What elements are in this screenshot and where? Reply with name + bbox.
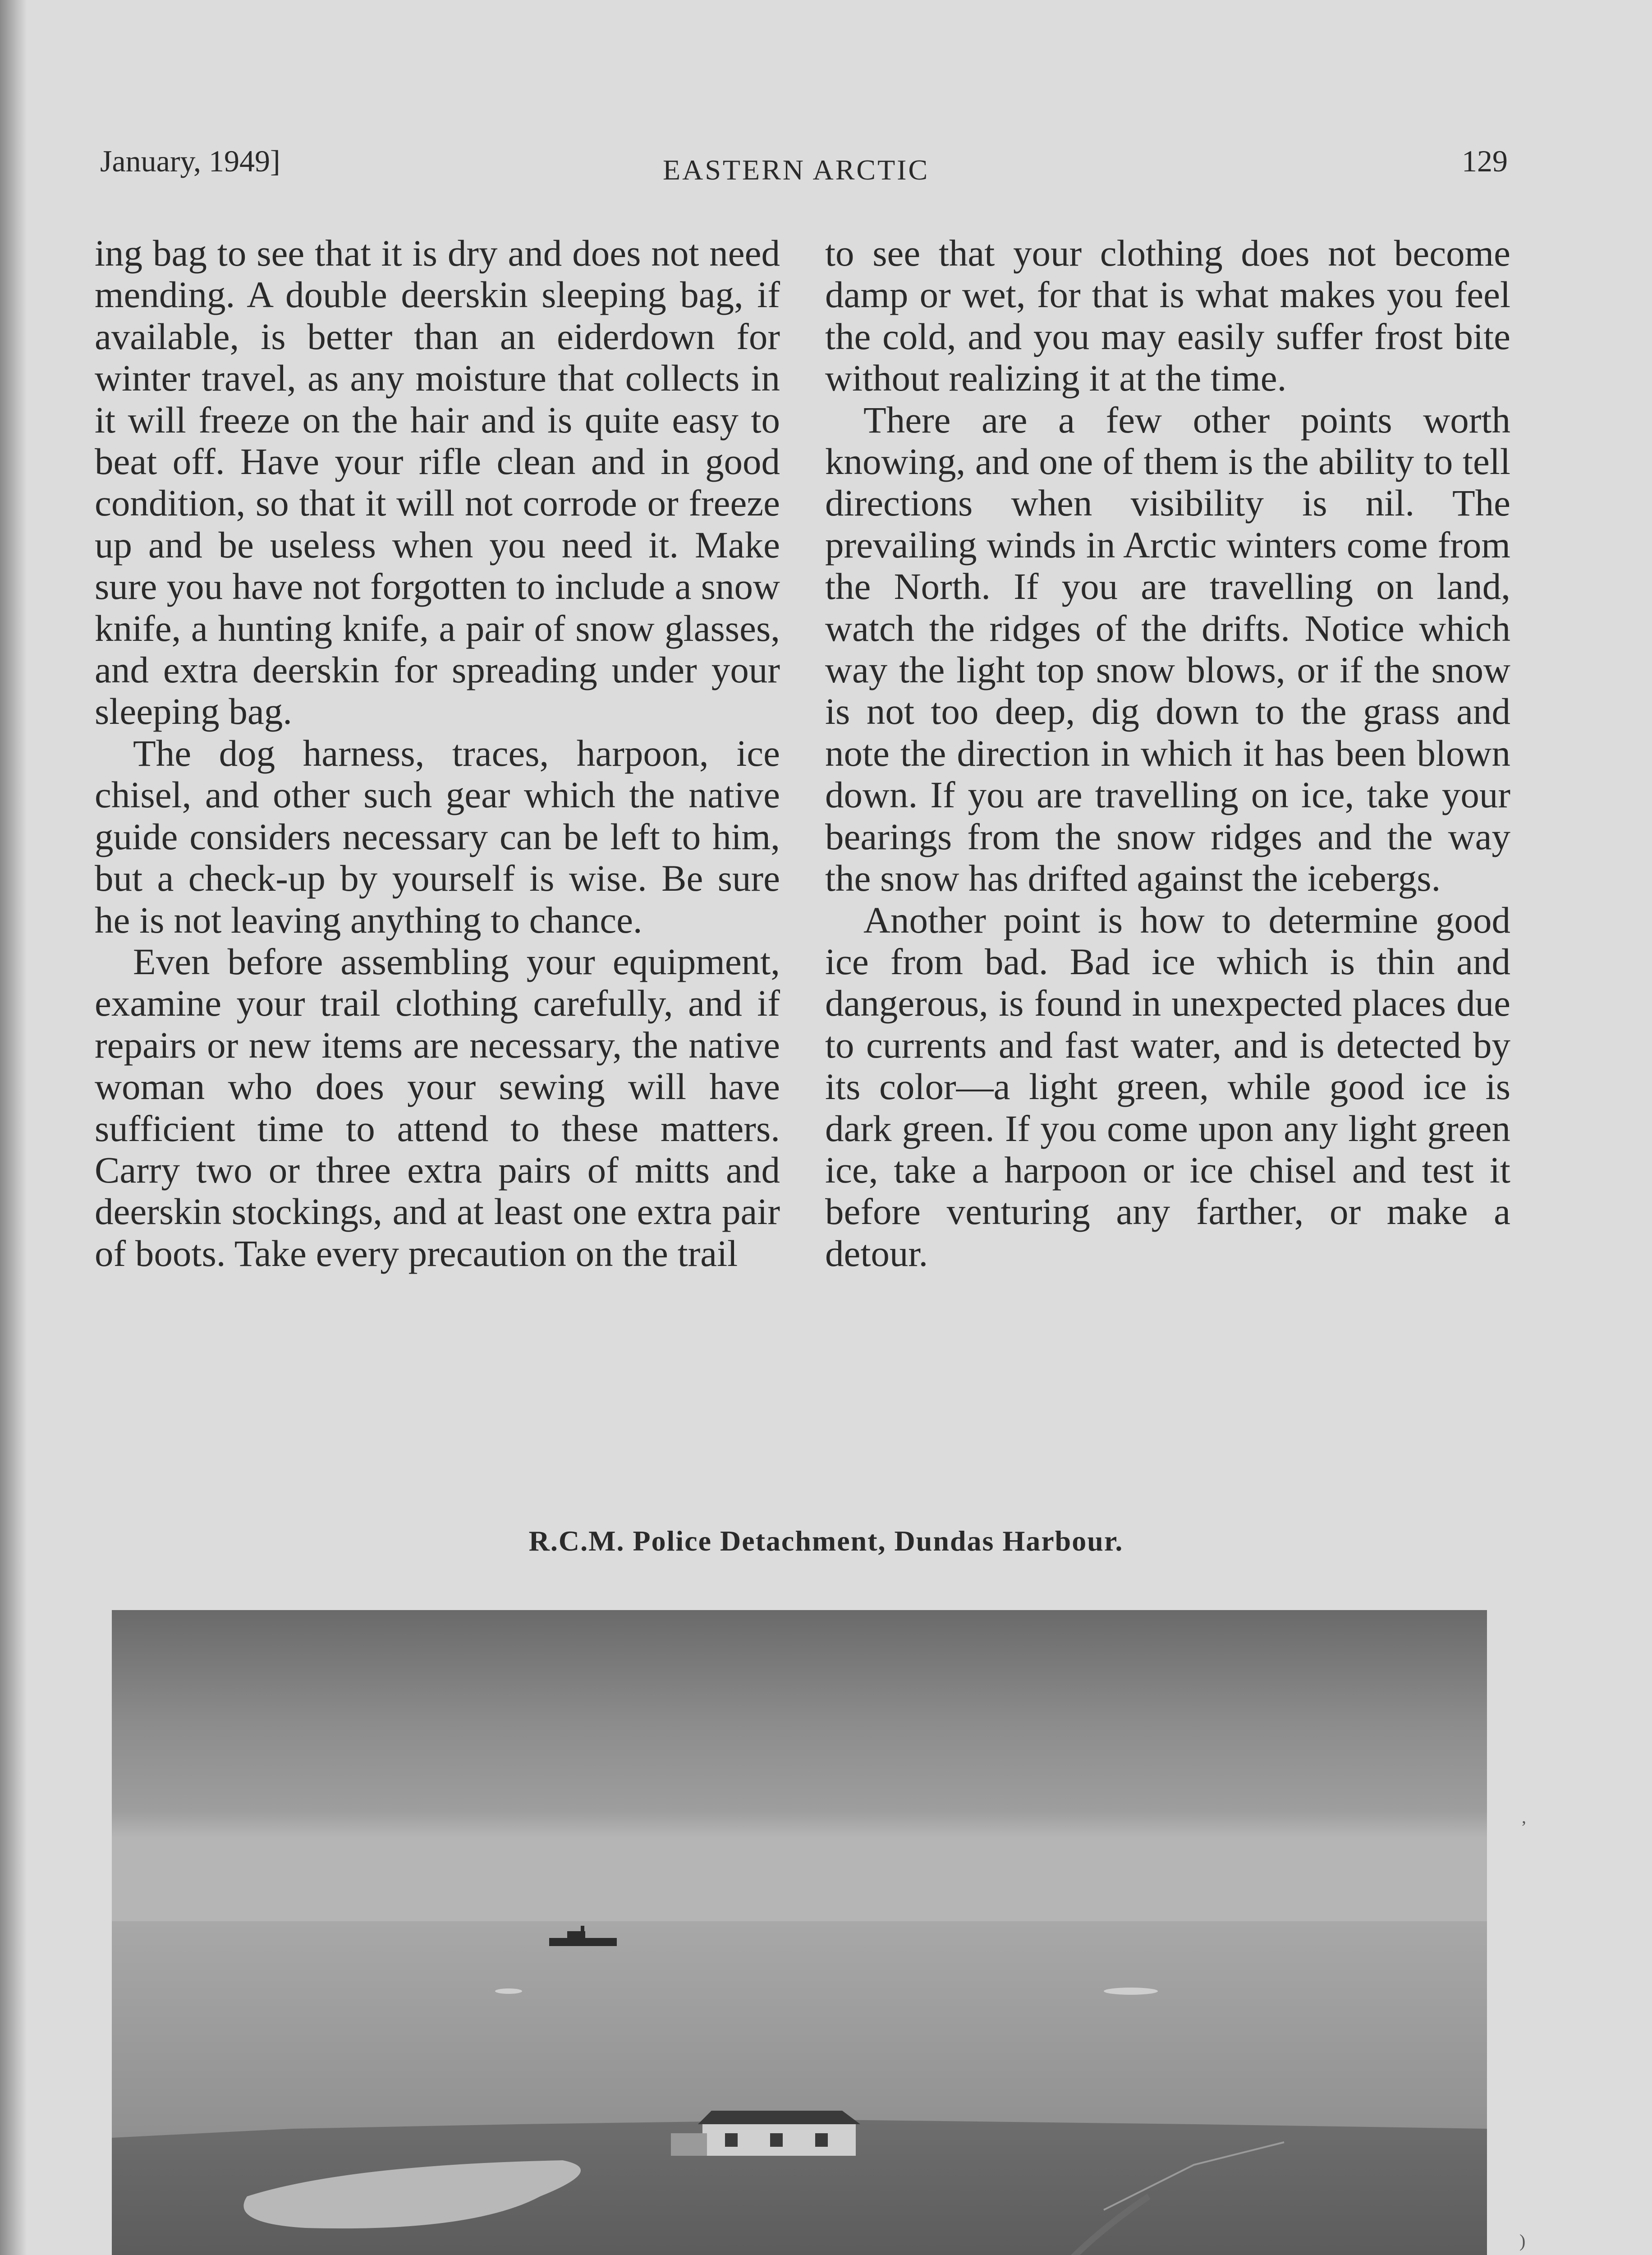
text-column-right [825, 232, 1510, 1274]
paragraph: to see that your clothing does not become damp or wet, for that is what makes you feel the cold, and you may easily suffer frost bite without realizing it at the time. [825, 232, 1510, 399]
paragraph: There are a few other points worth knowing, and one of them is the ability to tell directions when visibility is nil. The prevailing winds in Arctic winters come from the North. If you are travelling on land, watch the ridges of the drifts. Notice which way the light top snow blows, or if the snow is not too deep, dig down to the grass and note the direction in which it has been blown down. If you are travelling on ice, take your bearings from the snow ridges and the way the snow has drifted against the icebergs. [825, 399, 1510, 899]
paragraph: The dog harness, traces, harpoon, ice chisel, and other such gear which the native guide considers necessary can be left to him, but a check-up by yourself is wise. Be sure he is not leaving anything to chance. [95, 732, 780, 941]
page-number: 129 [1462, 144, 1508, 178]
paragraph: Another point is how to determine good ice from bad. Bad ice which is thin and dangerous, is found in unexpected places due to currents and fast water, and is detected by its color—a light green, while good ice is dark green. If you come upon any light green ice, take a harpoon or ice chisel and test it before venturing any farther, or make a detour. [825, 899, 1510, 1274]
running-header-date: January, 1949] [100, 144, 280, 178]
page-binding-shadow [0, 0, 27, 2255]
photo-ice-floe [1104, 1988, 1158, 1995]
running-header-title: EASTERN ARCTIC [663, 154, 930, 186]
photo-ice-floe [495, 1988, 522, 1994]
harbour-photograph [112, 1610, 1487, 2255]
paragraph: ing bag to see that it is dry and does not need mending. A double deerskin sleeping bag, if available, is better than an eiderdown for winter travel, as any moisture that collects in it will freeze on the hair and is quite easy to beat off. Have your rifle clean and in good condition, so that it will not corrode or freeze up and be useless when you need it. Make sure you have not forgotten to include a snow knife, a hunting knife, a pair of snow glasses, and extra deerskin for spreading under your sleeping bag. [95, 232, 780, 732]
text-column-left [95, 232, 780, 1274]
paragraph: Even before assembling your equipment, examine your trail clothing carefully, and if repairs or new items are necessary, the native woman who does your sewing will have sufficient time to attend to these matters. Carry two or three extra pairs of mitts and deerskin stockings, and at least one extra pair of boots. Take every precaution on the trail [95, 940, 780, 1274]
photo-sky [112, 1610, 1487, 1935]
figure-caption: R.C.M. Police Detachment, Dundas Harbour. [528, 1525, 1124, 1557]
margin-mark: , [1522, 1807, 1526, 1827]
margin-mark: ) [1519, 2231, 1526, 2251]
